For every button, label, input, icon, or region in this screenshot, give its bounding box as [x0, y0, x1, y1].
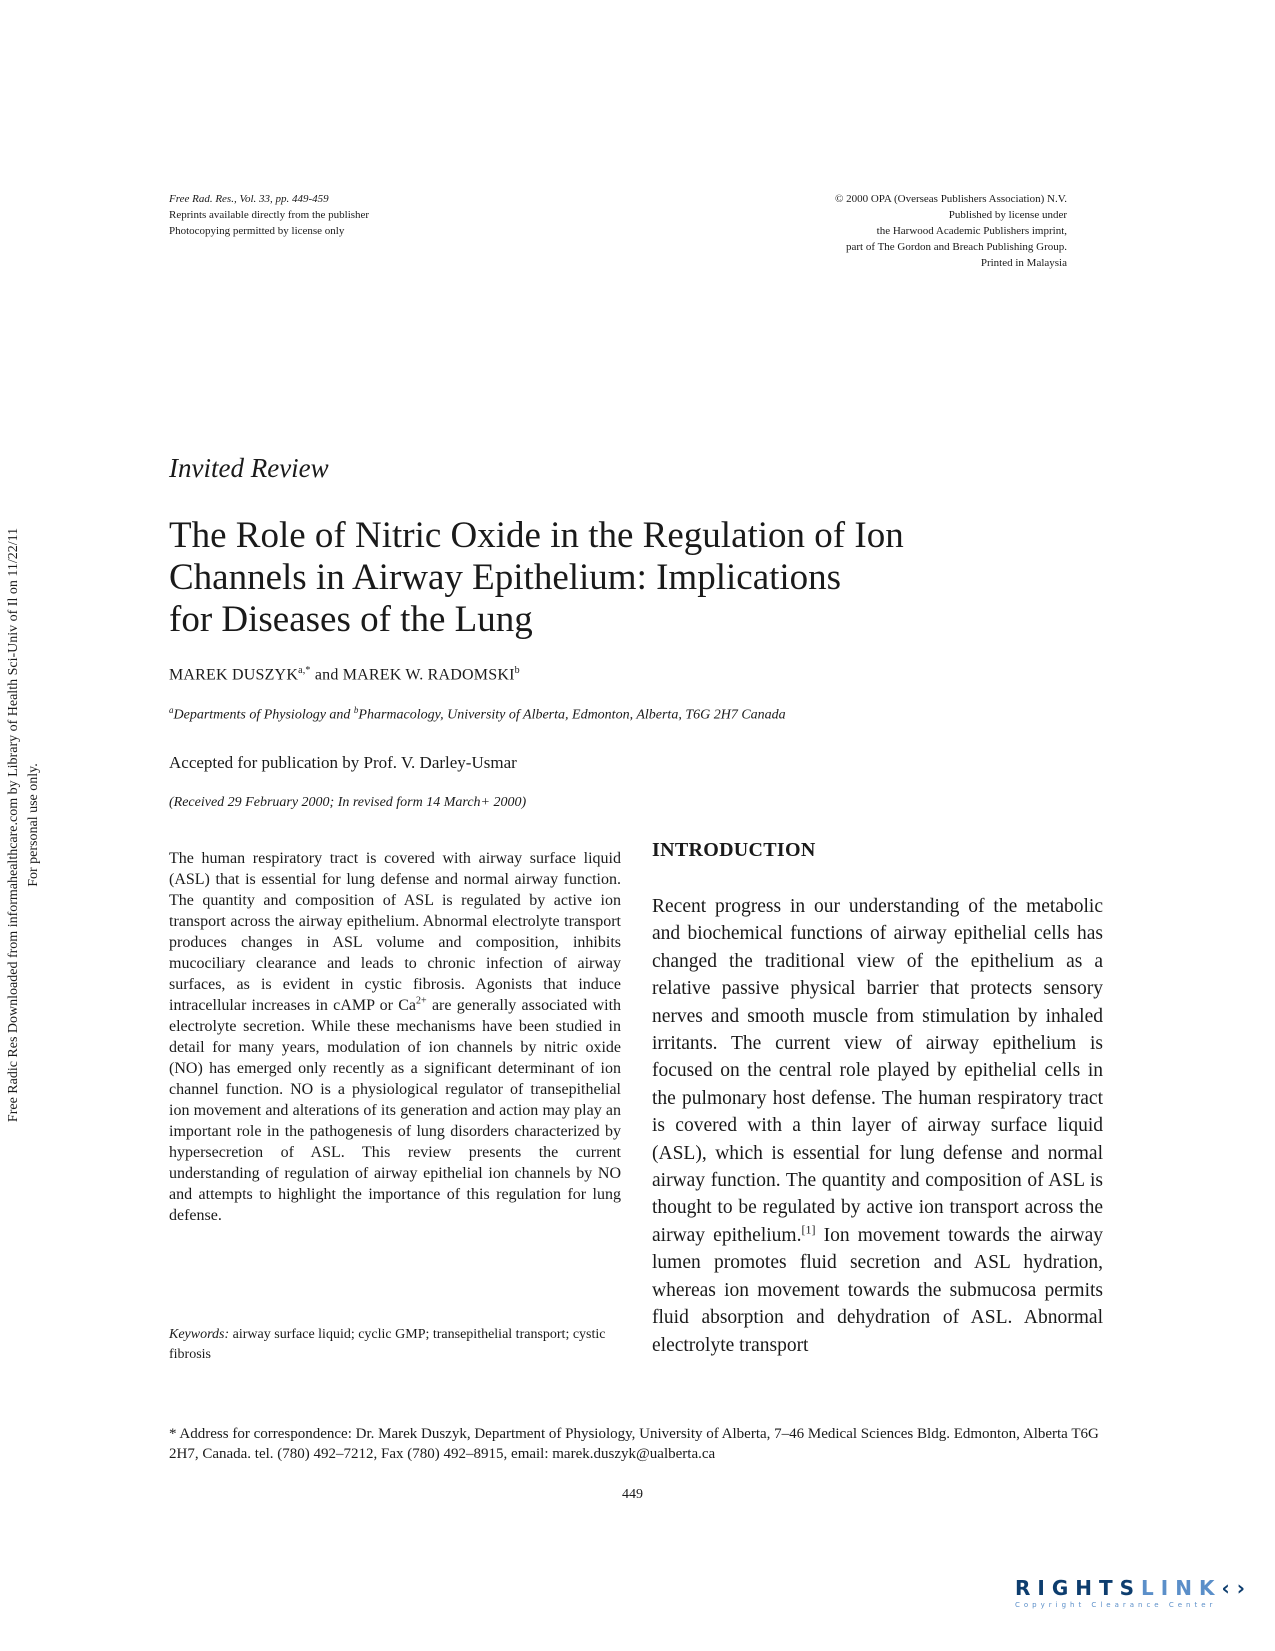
abstract-text: The human respiratory tract is covered with airway surface liquid (ASL) that is essential for lung defense and normal airway function. The quantity and composition of ASL is regulated by active ion transport across the airway epithelium. Abnormal electrolyte transport produces changes in ASL volume and composition, inhibits mucociliary clearance and leads to chronic infection of airway surfaces, as is evident in cystic fibrosis. Agonists that induce intracellular increases in cAMP or Ca — [169, 850, 621, 1014]
rightslink-logo[interactable] — [1015, 1576, 1252, 1614]
introduction-body — [652, 893, 1103, 1359]
download-note-line: Free Radic Res Downloaded from informahealthcare.com by Library of Health Sci-Univ of Il on 11/22/11 — [6, 527, 21, 1123]
affiliation-text: Pharmacology, University of Alberta, Edmonton, Alberta, T6G 2H7 Canada — [358, 707, 786, 723]
publisher-group-line: part of The Gordon and Breach Publishing Group. — [846, 241, 1067, 253]
imprint-line: the Harwood Academic Publishers imprint, — [876, 225, 1067, 237]
running-header-right — [835, 191, 1067, 271]
superscript: 2+ — [416, 995, 427, 1007]
logo-word-link: LINK — [1141, 1576, 1222, 1600]
correspondence-footnote: * Address for correspondence: Dr. Marek Duszyk, Department of Physiology, University of Alberta, 7–46 Medical Sciences Bldg. Edmonton, Alberta T6G 2H7, Canada. tel. (780) 492–7212, Fax (780) 492–8915, email: marek.duszyk@ualberta.ca — [169, 1426, 1099, 1462]
introduction-text: Ion movement towards the airway lumen promotes fluid secretion and ASL hydration, whereas ion movement towards the submucosa permits fluid absorption and dehydration of ASL. Abnormal electrolyte transport — [652, 1224, 1103, 1356]
author-name: MAREK W. RADOMSKI — [342, 666, 515, 684]
affiliation-text: Departments of Physiology and — [173, 707, 354, 723]
introduction-heading: INTRODUCTION — [652, 839, 816, 861]
photocopy-note: Photocopying permitted by license only — [169, 225, 345, 237]
title-line: for Diseases of the Lung — [169, 599, 533, 640]
section-label: Invited Review — [169, 453, 329, 483]
running-header-left — [169, 191, 369, 239]
keywords-label: Keywords: — [169, 1327, 230, 1342]
personal-use-line: For personal use only. — [26, 763, 41, 887]
link-arrows-icon: ‹› — [1221, 1576, 1252, 1600]
affiliation — [169, 705, 786, 724]
printed-in-line: Printed in Malaysia — [980, 257, 1067, 269]
citation-ref: [1] — [801, 1222, 816, 1237]
keywords — [169, 1325, 621, 1365]
copyright-line: © 2000 OPA (Overseas Publishers Association) N.V. — [834, 193, 1067, 205]
author-name: MAREK DUSZYK — [169, 666, 299, 684]
abstract — [169, 848, 621, 1226]
reprints-note: Reprints available directly from the publisher — [169, 209, 370, 221]
author-affiliation-mark: b — [514, 665, 520, 676]
affiliation-mark: a — [169, 705, 174, 715]
affiliation-mark: b — [353, 705, 359, 715]
journal-citation: Free Rad. Res., Vol. 33, pp. 449-459 — [169, 193, 329, 205]
keywords-text: airway surface liquid; cyclic GMP; transepithelial transport; cystic fibrosis — [169, 1327, 606, 1362]
rightslink-wordmark — [1015, 1576, 1252, 1600]
author-affiliation-mark: a,* — [298, 665, 311, 676]
received-dates: (Received 29 February 2000; In revised form 14 March+ 2000) — [169, 795, 527, 810]
title-line: The Role of Nitric Oxide in the Regulation of Ion — [169, 515, 904, 556]
abstract-text: are generally associated with electrolyte secretion. While these mechanisms have been studied in detail for many years, modulation of ion channels by nitric oxide (NO) has emerged only recently as a significant determinant of ion channel function. NO is a physiological regulator of transepithelial ion movement and alterations of its generation and action may play an important role in the pathogenesis of lung disorders characterized by hypersecretion of ASL. This review presents the current understanding of regulation of airway epithelial ion channels by NO and attempts to highlight the importance of this regulation for lung defense. — [169, 997, 622, 1224]
page-number: 449 — [622, 1487, 643, 1502]
author-list — [169, 665, 520, 684]
download-watermark — [4, 465, 48, 1185]
accepted-note: Accepted for publication by Prof. V. Darley-Usmar — [169, 753, 517, 772]
title-line: Channels in Airway Epithelium: Implications — [169, 557, 842, 598]
logo-subtitle: Copyright Clearance Center — [1015, 1601, 1217, 1609]
introduction-text: Recent progress in our understanding of the metabolic and biochemical functions of airway epithelial cells has changed the traditional view of the epithelium as a relative passive physical barrier that protects sensory nerves and smooth muscle from stimulation by inhaled irritants. The current view of airway epithelium is focused on the central role played by epithelial cells in the pulmonary host defense. The human respiratory tract is covered with a thin layer of airway surface liquid (ASL), which is essential for lung defense and normal airway function. The quantity and composition of ASL is thought to be regulated by active ion transport across the airway epithelium. — [652, 896, 1103, 1246]
logo-word-rights: RIGHTS — [1015, 1576, 1142, 1600]
article-title — [169, 515, 989, 641]
author-joiner: and — [310, 666, 343, 684]
license-line: Published by license under — [948, 209, 1067, 221]
